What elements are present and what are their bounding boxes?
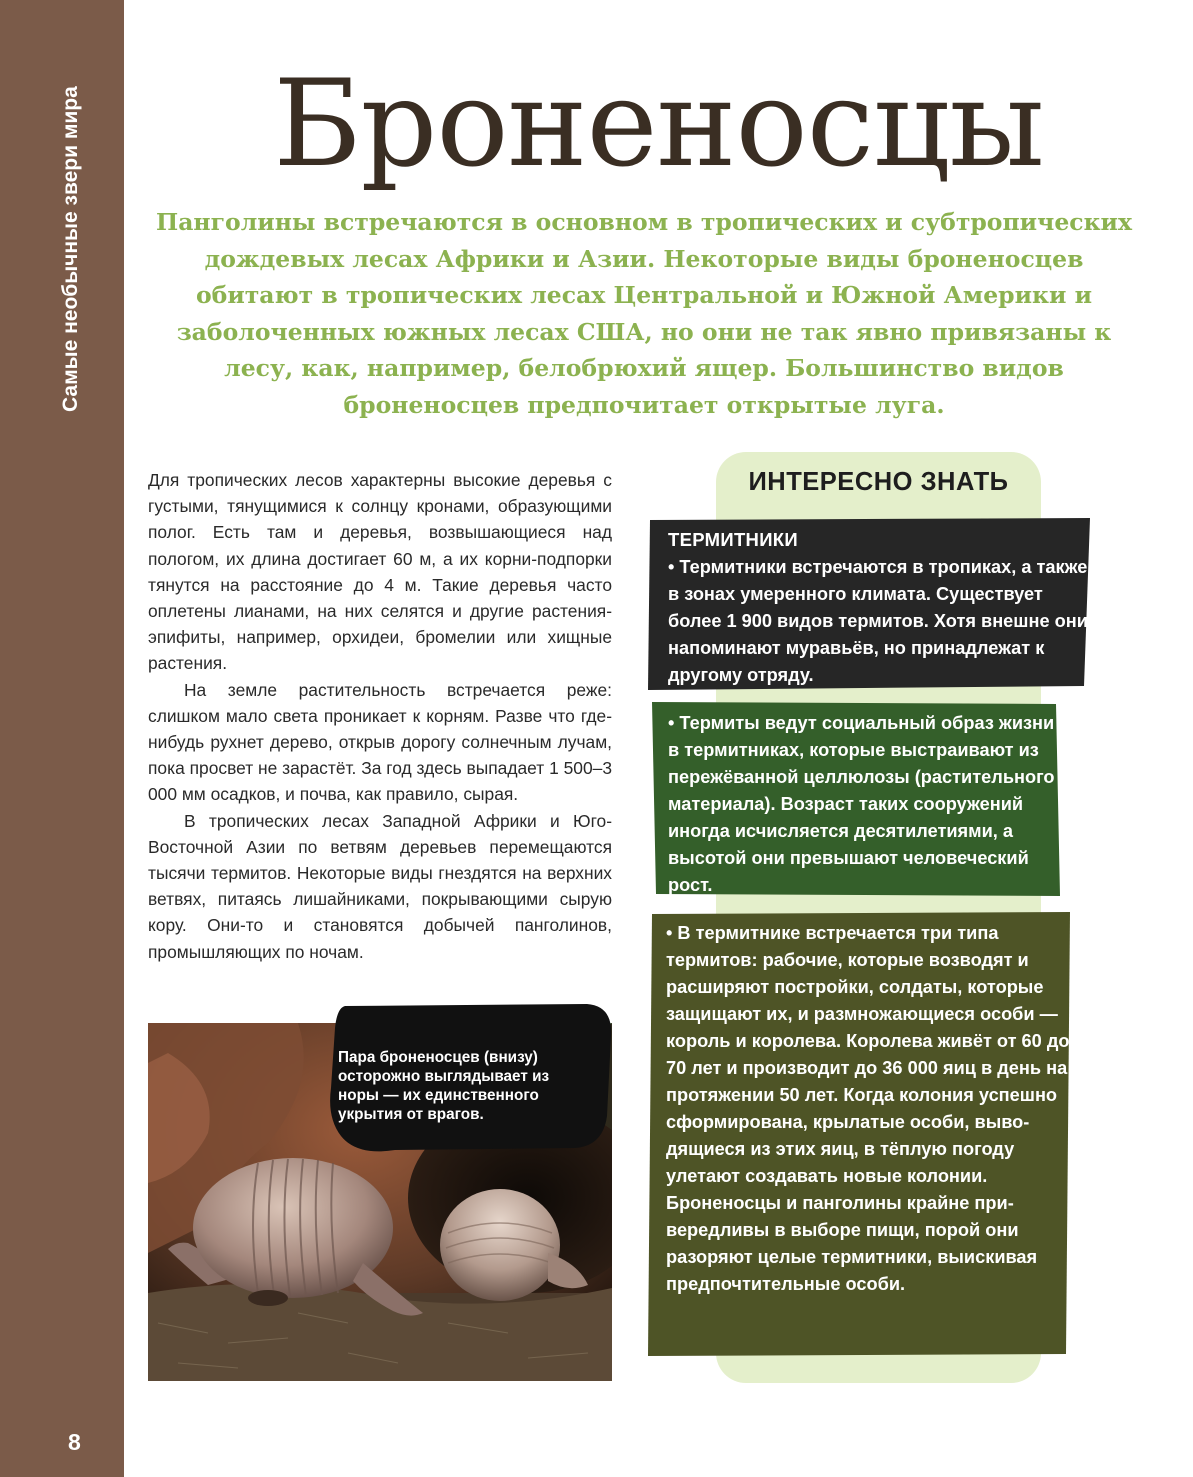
fact-card-termite-life <box>650 700 1062 900</box>
lead-paragraph: Панголины встречаются в основном в тропических и субтропических дождевых лесах Африки и Азии. Некоторые виды броненосцев обитают в тропических лесах Центральной и Южной Америки и заболоченных южных лесах США, но они не так явно привязаны к лесу, как, например, белобрюхий ящер. Большинство видов броненосцев предпочитает открытые луга. <box>156 208 1132 419</box>
body-paragraph-2: На земле растительность встречается реже: слишком мало света проникает к корням. Разве что где-нибудь рухнет дерево, открыв дорогу солнечным лучам, пока просвет не зарастёт. За год здесь выпадает 1 500–3 000 мм осадков, и почва, как правило, сырая. <box>148 679 612 805</box>
body-paragraph-1: Для тропических лесов характерны высокие деревья с густыми, тянущимися к солнцу кронами, образующими полог. Есть там и деревья, возвышающиеся над пологом, их длина достигает 60 м, а их корни-подпорки тянутся на расстояние до 4 м. Такие деревья часто оплетены лианами, на них селятся и другие растения-эпифиты, например, орхидеи, бромелии или хищные растения. <box>148 470 612 674</box>
section-title: Самые необычные звери мира <box>59 86 82 412</box>
fact-card-text: • Термитники встречаются в тропиках, а также в зонах умеренного климата. Существует более 1 900 видов термитов. Хотя внешне они напоминают муравьёв, но принадлежат к другому отряду. <box>668 557 1088 685</box>
fact-card-subheading: ТЕРМИТНИКИ <box>668 529 798 550</box>
fact-card-text: • Термиты ведут социальный образ жизни в термитниках, которые выстраивают из пережёванной целлюлозы (растительного материала). Возраст таких сооружений иногда исчисляется десятилетиями, а высотой они превышают человеческий рост. <box>668 713 1055 895</box>
page-title: Броненосцы <box>273 55 1044 194</box>
fact-card-termite-mounds <box>646 516 1094 692</box>
fact-card-termite-castes <box>646 910 1074 1358</box>
fact-card-text: • В термитнике встречается три типа термитов: рабочие, которые возводят и расширяют постройки, солдаты, которые защищают их, и размножающиеся особи — король и королева. Королева живёт от 60 до 70 лет и производит до 36 000 яиц в день на протяжении 50 лет. Когда колония успешно сформирована, крылатые особи, выводящиеся из этих яиц, в тёплую погоду улетают создавать новые колонии. Броненосцы и панголины крайне привередливы в выборе пищи, порой они разоряют целые термитники, выискивая предпочтительные особи. <box>666 923 1070 1294</box>
fact-box-heading: ИНТЕРЕСНО ЗНАТЬ <box>748 468 1009 496</box>
body-text <box>148 467 612 965</box>
body-paragraph-3: В тропических лесах Западной Африки и Юго-Восточной Азии по ветвям деревьев перемещаются тысячи термитов. Некоторые виды гнездятся на верхних ветвях, питаясь лишайниками, покрывающими сырую кору. Они-то и становятся добычей панголинов, промышляющих по ночам. <box>148 810 612 962</box>
page-number: 8 <box>68 1429 81 1455</box>
photo-caption: Пара броненосцев (внизу) осторожно выглядывает из норы — их единственного укрытия от врагов. <box>338 1049 550 1123</box>
photo-caption-bubble <box>325 998 615 1156</box>
